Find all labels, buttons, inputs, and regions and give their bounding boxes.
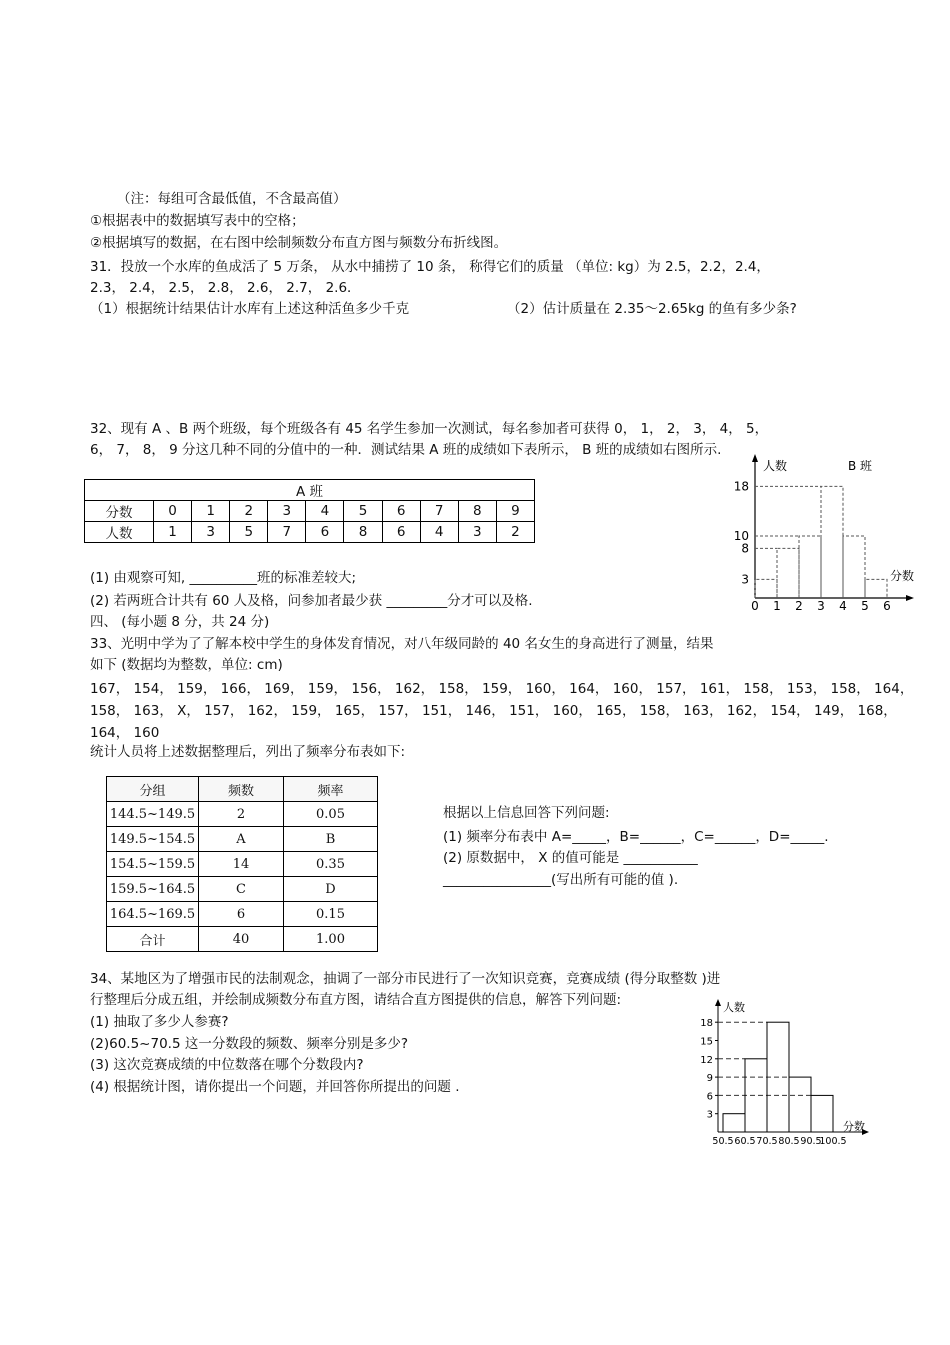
q33-line1: 33、光明中学为了了解本校中学生的身体发育情况，对八年级同龄的 40 名女生的身高进行了测量，结果 (90, 636, 714, 652)
frequency-table (106, 776, 378, 952)
score-cell: 6 (382, 501, 420, 522)
x-tick-label: 1 (773, 599, 781, 613)
x-tick-label: 6 (883, 599, 891, 613)
score-cell: 3 (268, 501, 306, 522)
score-cell: 9 (496, 501, 534, 522)
a-class-table (84, 479, 535, 543)
q34-line2: 行整理后分成五组，并绘制成频数分布直方图，请结合直方图提供的信息，解答下列问题: (90, 992, 622, 1008)
table-row (107, 877, 378, 902)
count-cell: 3 (458, 522, 496, 543)
score-cell: 8 (458, 501, 496, 522)
q34-sub4: (4) 根据统计图，请你提出一个问题，并回答你所提出的问题 . (90, 1079, 460, 1095)
score-cell: 7 (420, 501, 458, 522)
y-tick-label: 15 (700, 1036, 713, 1048)
y-tick-label: 10 (733, 529, 749, 543)
x-tick-label: 60.5 (734, 1136, 756, 1147)
score-cell: 5 (344, 501, 382, 522)
y-axis-arrow (715, 999, 721, 1006)
count-cell: 3 (192, 522, 230, 543)
x-axis-arrow (906, 595, 914, 601)
y-axis-arrow (752, 454, 758, 462)
header-cell: 频率 (284, 777, 378, 802)
table-cell: B (284, 827, 378, 852)
table-cell: 0.05 (284, 802, 378, 827)
q33-data1: 167， 154， 159， 166， 169， 159， 156， 162， 158， 159， 160， 164， 160， 157， 161， 158， 153， 158， 164， (90, 681, 914, 697)
table-cell: 40 (199, 927, 284, 952)
table-row (107, 927, 378, 952)
score-cell: 4 (306, 501, 344, 522)
score-cell: 1 (192, 501, 230, 522)
competition-histogram (685, 995, 875, 1150)
bar (843, 536, 865, 598)
q34-sub2: (2)60.5~70.5 这一分数段的频数、频率分别是多少? (90, 1036, 409, 1052)
x-tick-label: 100.5 (819, 1136, 847, 1147)
bar (723, 1114, 745, 1132)
q31-line1: 31．投放一个水库的鱼成活了 5 万条， 从水中捕捞了 10 条， 称得它们的质量 （单位: kg）为 2.5，2.2，2.4， (90, 259, 770, 275)
b-class-chart (730, 450, 930, 620)
score-cell: 2 (230, 501, 268, 522)
count-cell: 7 (268, 522, 306, 543)
table-cell: 合计 (107, 927, 199, 952)
q34-line1: 34、某地区为了增强市民的法制观念，抽调了一部分市民进行了一次知识竞赛，竞赛成绩 (得分取整数 )进 (90, 971, 721, 987)
bar (777, 548, 799, 598)
score-row (85, 501, 535, 522)
table-cell: 2 (199, 802, 284, 827)
score-cell: 0 (154, 501, 192, 522)
x-axis-label: 分数 (890, 569, 915, 583)
bar (811, 1095, 833, 1132)
header-cell: 频数 (199, 777, 284, 802)
score-label: 分数 (85, 501, 154, 522)
q31-part1: （1）根据统计结果估计水库有上述这种活鱼多少千克 (90, 301, 410, 317)
q34-sub1: (1) 抽取了多少人参赛? (90, 1014, 229, 1030)
count-cell: 1 (154, 522, 192, 543)
y-tick-label: 18 (733, 479, 749, 494)
q33-intro: 统计人员将上述数据整理后，列出了频率分布表如下: (90, 744, 406, 760)
a-class-caption: A 班 (85, 480, 535, 501)
table-row (107, 902, 378, 927)
y-tick-label: 18 (700, 1018, 713, 1030)
y-tick-label: 12 (700, 1054, 713, 1066)
chart-title: B 班 (848, 459, 873, 473)
table-cell: 1.00 (284, 927, 378, 952)
x-tick-label: 3 (817, 599, 825, 613)
table-row (107, 852, 378, 877)
y-tick-label: 8 (741, 541, 749, 556)
q33-ask: 根据以上信息回答下列问题: (443, 805, 610, 821)
table-cell: 14 (199, 852, 284, 877)
q31-line2: 2.3， 2.4， 2.5， 2.8， 2.6， 2.7， 2.6． (90, 280, 361, 296)
table-cell: 6 (199, 902, 284, 927)
count-row (85, 522, 535, 543)
table-cell: 154.5~159.5 (107, 852, 199, 877)
q32-line2: 6， 7， 8， 9 分这几种不同的分值中的一种．测试结果 A 班的成绩如下表所示， B 班的成绩如右图所示. (90, 442, 722, 458)
q31-part2: （2）估计质量在 2.35～2.65kg 的鱼有多少条? (507, 301, 797, 317)
header-cell: 分组 (107, 777, 199, 802)
section4-heading: 四、 (每小题 8 分，共 24 分) (90, 614, 270, 630)
note-text: （注：每组可含最低值，不含最高值） (117, 191, 347, 207)
bar (745, 1059, 767, 1132)
count-cell: 5 (230, 522, 268, 543)
y-axis-label: 人数 (763, 459, 788, 473)
table-cell: 144.5~149.5 (107, 802, 199, 827)
y-tick-label: 3 (706, 1109, 713, 1121)
x-tick-label: 70.5 (756, 1136, 778, 1147)
y-axis-label: 人数 (723, 1001, 745, 1014)
q33-sub1: (1) 频率分布表中 A=_____，B=______，C=______，D=_____. (443, 829, 829, 845)
x-tick-label: 80.5 (778, 1136, 800, 1147)
x-tick-label: 50.5 (712, 1136, 734, 1147)
count-cell: 2 (496, 522, 534, 543)
x-tick-label: 4 (839, 599, 847, 613)
count-label: 人数 (85, 522, 154, 543)
table-cell: 164.5~169.5 (107, 902, 199, 927)
q32-sub2: (2) 若两班合计共有 60 人及格，问参加者最少获 _________分才可以及格. (90, 593, 533, 609)
q33-line2: 如下 (数据均为整数，单位: cm) (90, 657, 283, 673)
q32-sub1: (1) 由观察可知, __________班的标准差较大; (90, 570, 357, 586)
q32-line1: 32、现有 A 、B 两个班级，每个班级各有 45 名学生参加一次测试，每名参加者可获得 0， 1， 2， 3， 4， 5， (90, 421, 769, 437)
bar (865, 579, 887, 598)
table-cell: 0.35 (284, 852, 378, 877)
table-cell: 0.15 (284, 902, 378, 927)
bar (799, 536, 821, 598)
x-axis-label: 分数 (843, 1120, 865, 1133)
q33-data2: 158， 163， X， 157， 162， 159， 165， 157， 151， 146， 151， 160， 165， 158， 163， 162， 154， 149， 168， (90, 703, 897, 719)
count-cell: 4 (420, 522, 458, 543)
table-cell: 159.5~164.5 (107, 877, 199, 902)
x-tick-label: 2 (795, 599, 803, 613)
x-tick-label: 0 (751, 599, 759, 613)
instruction-1: ①根据表中的数据填写表中的空格； (90, 213, 305, 229)
bar (821, 486, 843, 598)
table-cell: C (199, 877, 284, 902)
table-cell: 149.5~154.5 (107, 827, 199, 852)
count-cell: 6 (306, 522, 344, 543)
y-tick-label: 6 (706, 1091, 713, 1103)
table-row (107, 802, 378, 827)
table-cell: D (284, 877, 378, 902)
bar (755, 579, 777, 598)
q34-sub3: (3) 这次竞赛成绩的中位数落在哪个分数段内? (90, 1057, 364, 1073)
table-cell: A (199, 827, 284, 852)
x-tick-label: 90.5 (800, 1136, 822, 1147)
y-tick-label: 3 (741, 572, 749, 587)
bar (789, 1077, 811, 1132)
q33-data3: 164， 160 (90, 725, 160, 741)
x-tick-label: 5 (861, 599, 869, 613)
table-row (107, 827, 378, 852)
q33-sub3: ________________(写出所有可能的值 ). (443, 872, 679, 888)
count-cell: 6 (382, 522, 420, 543)
count-cell: 8 (344, 522, 382, 543)
q33-sub2: (2) 原数据中， X 的值可能是 ___________ (443, 850, 698, 866)
y-tick-label: 9 (706, 1073, 713, 1085)
instruction-2: ②根据填写的数据，在右图中绘制频数分布直方图与频数分布折线图。 (90, 235, 508, 251)
